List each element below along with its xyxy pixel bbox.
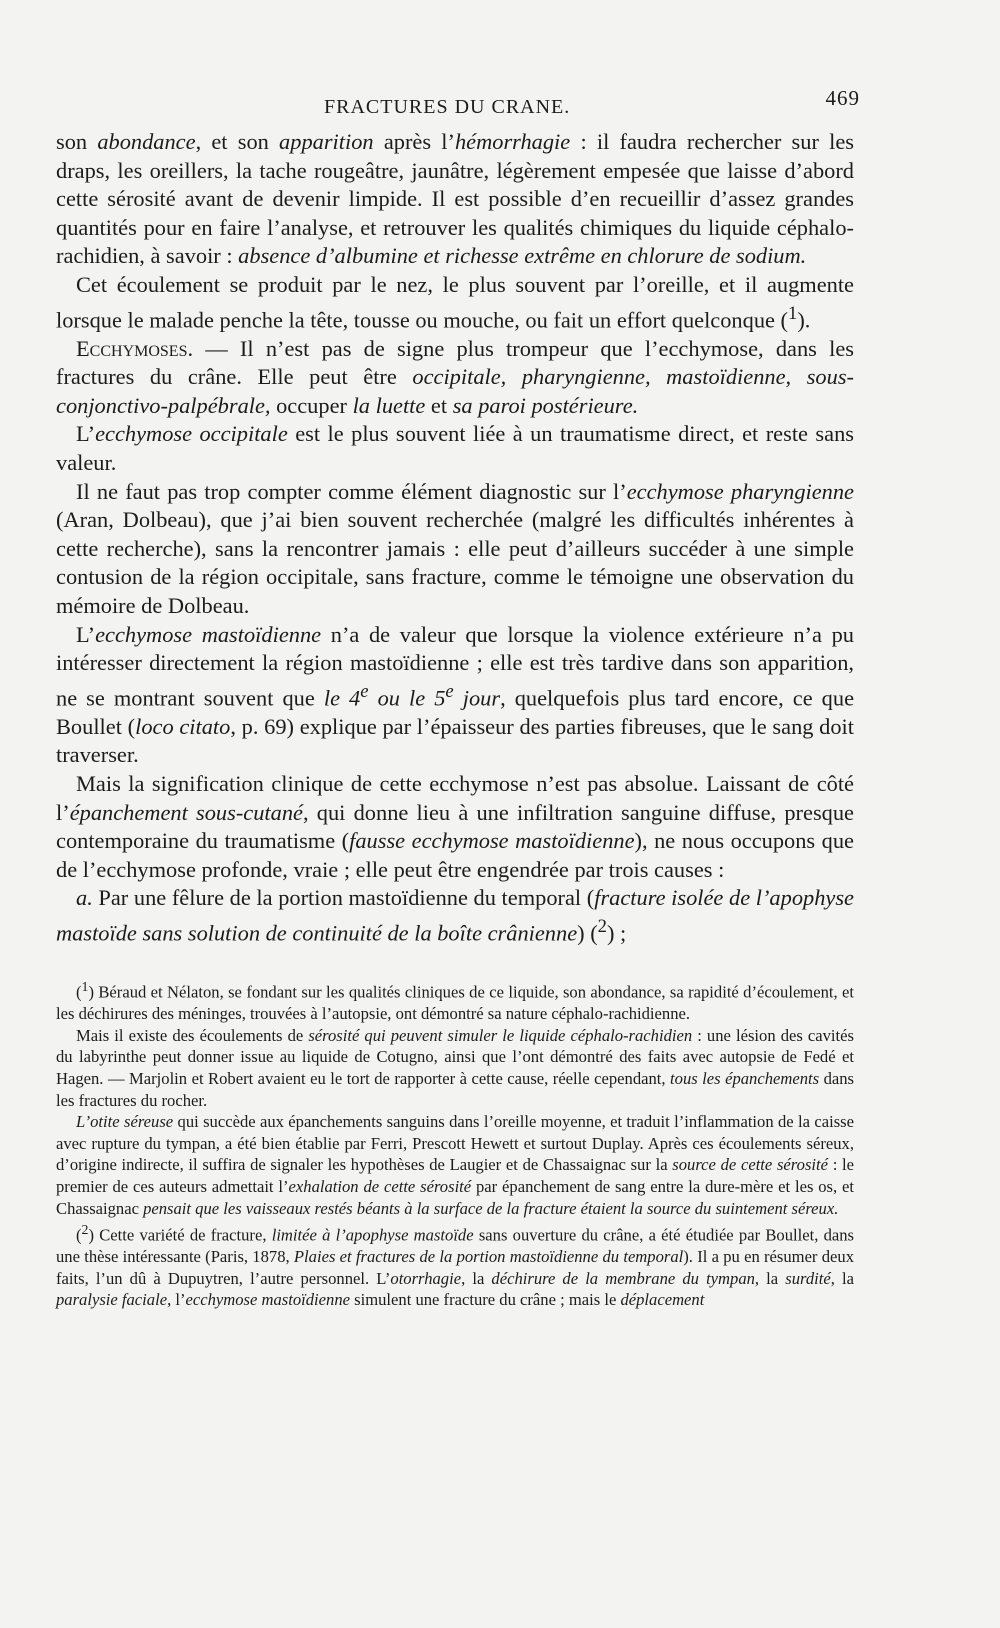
text-run: — Il n’est pas de signe plus trompeur que l’ecchymose, dans les fractures du crâne. Elle peut être bbox=[56, 335, 854, 390]
italic-text: sérosité qui peuvent simuler le liquide céphalo-rachidien bbox=[308, 1025, 693, 1045]
text-run: : une lésion des cavités du labyrinthe peut donner issue au liquide de Cotugno, ainsi que l’ont démontré des faits avec autopsie de Fedé et Hagen. — Marjolin et Robert avaient eu le tort de rapporter à cette cause, réelle cependant, bbox=[56, 1025, 854, 1088]
italic-text: exhalation de cette sérosité bbox=[288, 1176, 472, 1196]
italic-text: hémorrhagie bbox=[454, 129, 571, 154]
footnote bbox=[56, 1219, 854, 1311]
italic-text: L’otite séreuse bbox=[76, 1112, 174, 1132]
body-text bbox=[56, 128, 854, 948]
footnote bbox=[56, 1111, 854, 1219]
text-run: après l’ bbox=[373, 129, 455, 154]
text-run: Par une fêlure de la portion mastoïdienne du temporal ( bbox=[92, 885, 595, 911]
paragraph bbox=[56, 770, 854, 884]
text-run: n’a de valeur que lorsque la violence extérieure n’a pu intéresser directement la région mastoïdienne ; elle est très tardive dans son apparition, ne se montrant souvent que bbox=[56, 621, 854, 711]
text-run: , l’ bbox=[167, 1290, 186, 1310]
text-run: ) ( bbox=[577, 920, 598, 946]
text-run: Mais la signification clinique de cette ecchymose n’est pas absolue. Laissant de côté l’ bbox=[56, 771, 854, 825]
paragraph bbox=[56, 478, 854, 621]
italic-text: ecchymose mastoïdienne bbox=[95, 621, 322, 647]
superscript: 2 bbox=[597, 915, 607, 937]
text-run: par épanchement de sang entre la dure-mère et les os, et Chassaignac bbox=[56, 1176, 855, 1218]
italic-text: épanchement sous-cutané bbox=[69, 799, 303, 825]
text-run: Mais il existe des écoulements de bbox=[76, 1025, 309, 1045]
italic-text: déplacement bbox=[620, 1290, 705, 1310]
text-run: Cet écoulement se produit par le nez, le plus souvent par l’oreille, et il augmente lorsque le malade penche la tête, tousse ou mouche, ou fait un effort quelconque ( bbox=[56, 271, 854, 333]
italic-text: fracture isolée de l’apophyse mastoïde sans solution de continuité de la boîte crânienne bbox=[56, 885, 854, 946]
superscript: 1 bbox=[788, 302, 798, 324]
text-run: ) Béraud et Nélaton, se fondant sur les qualités cliniques de ce liquide, son abondance, sa rapidité d’écoulement, et les déchirures des méninges, trouvées à l’autopsie, ont démontré sa nature céphalo-rachidienne. bbox=[56, 982, 854, 1024]
text-run: son bbox=[56, 129, 98, 154]
running-head bbox=[56, 82, 860, 118]
text-run: ( bbox=[76, 982, 82, 1002]
text-run: Ecchymoses. bbox=[76, 335, 194, 361]
running-title: FRACTURES DU CRANE. bbox=[324, 96, 571, 118]
text-run: , quelquefois plus tard encore, ce que Boullet ( bbox=[56, 685, 855, 739]
footnote bbox=[56, 1025, 854, 1111]
text-run: L’ bbox=[76, 621, 96, 647]
text-run: , la bbox=[830, 1268, 854, 1288]
paragraph bbox=[56, 271, 854, 335]
italic-text: ecchymose mastoïdienne bbox=[185, 1290, 350, 1310]
italic-text: ecchymose occipitale bbox=[95, 421, 288, 447]
text-run: (Aran, Dolbeau), que j’ai bien souvent recherchée (malgré les difficultés inhérentes à cette recherche), sans la rencontrer jamais : elle peut d’ailleurs succéder à une simple contusion de la région occipitale, sans fracture, comme le témoigne une observation du mémoire de Dolbeau. bbox=[56, 507, 854, 618]
superscript: 1 bbox=[81, 979, 89, 995]
text-run: et bbox=[425, 392, 453, 418]
italic-text: limitée à l’apophyse mastoïde bbox=[271, 1225, 474, 1245]
superscript: 2 bbox=[81, 1222, 89, 1238]
text-run: : le premier de ces auteurs admettait l’ bbox=[56, 1155, 854, 1196]
paragraph bbox=[56, 884, 854, 948]
text-run: simulent une fracture du crâne ; mais le bbox=[350, 1290, 621, 1310]
italic-text: abondance bbox=[97, 129, 196, 154]
italic-text: surdité bbox=[785, 1268, 831, 1288]
italic-text: apparition bbox=[279, 129, 374, 154]
text-run: , p. 69) explique par l’épaisseur des parties fibreuses, que le sang doit traverser. bbox=[56, 713, 855, 768]
text-run: ) Cette variété de fracture, bbox=[88, 1225, 272, 1245]
italic-text: sa paroi postérieure. bbox=[452, 392, 639, 418]
text-run: Il ne faut pas trop compter comme élément diagnostic sur l’ bbox=[76, 478, 627, 504]
italic-text: occipitale, pharyngienne, mastoïdienne, sous-conjonctivo-palpébrale, bbox=[56, 364, 854, 418]
text-run: ( bbox=[76, 1225, 82, 1245]
italic-text: fausse ecchymose mastoïdienne bbox=[349, 828, 635, 854]
text-run: ). bbox=[797, 307, 811, 333]
text-run: qui succède aux épanchements sanguins dans l’oreille moyenne, et traduit l’inflammation de la caisse avec rupture du tympan, a été bien établie par Ferri, Prescott Hewett et surtout Duplay. Après ces écoulements séreux, d’origine indirecte, il suffira de signaler les hypothèses de Laugier et de Chassaignac sur la bbox=[56, 1112, 854, 1175]
text-run: , et son bbox=[195, 129, 280, 154]
italic-text: paralysie faciale bbox=[56, 1290, 168, 1310]
footnotes bbox=[56, 976, 854, 1311]
italic-text: ou le 5 bbox=[368, 685, 446, 711]
paragraph bbox=[56, 420, 854, 477]
text-run: ). Il a pu en résumer deux faits, l’un dû à Dupuytren, l’autre personnel. L’ bbox=[56, 1247, 854, 1288]
footnote bbox=[56, 976, 854, 1025]
italic-text: jour bbox=[453, 685, 501, 711]
italic-text: ecchymose pharyngienne bbox=[626, 478, 854, 504]
text-run: sans ouverture du crâne, a été étudiée par Boullet, dans une thèse intéressante (Paris, 1878, bbox=[56, 1225, 854, 1267]
superscript: e bbox=[445, 680, 454, 702]
superscript: e bbox=[360, 680, 369, 702]
paragraph bbox=[56, 128, 854, 271]
italic-text: source de cette sérosité bbox=[672, 1155, 828, 1175]
page-number: 469 bbox=[825, 86, 860, 110]
text-run: dans les fractures du rocher. bbox=[56, 1068, 854, 1110]
italic-text: déchirure de la membrane du tympan bbox=[491, 1268, 755, 1288]
text-run: , qui donne lieu à une infiltration sanguine diffuse, presque contemporaine du traumatisme ( bbox=[56, 799, 854, 854]
italic-text: tous les épanchements bbox=[670, 1068, 820, 1088]
italic-text: a. bbox=[76, 885, 93, 911]
text-run: , la bbox=[461, 1268, 492, 1288]
text-run: L’ bbox=[76, 421, 96, 447]
text-run: ), ne nous occupons que de l’ecchymose profonde, vraie ; elle peut être engendrée par trois causes : bbox=[56, 828, 854, 882]
italic-text: loco citato bbox=[135, 713, 231, 739]
text-run: est le plus souvent liée à un traumatisme direct, et reste sans valeur. bbox=[56, 421, 854, 475]
paragraph bbox=[56, 621, 854, 770]
text-run: : il faudra rechercher sur les draps, les oreillers, la tache rougeâtre, jaunâtre, légèrement empesée que laisse d’abord cette sérosité avant de devenir limpide. Il est possible d’en recueillir d’assez grandes quantités pour en faire l’analyse, et retrouver les qualités chimiques du liquide céphalo-rachidien, à savoir : bbox=[56, 129, 854, 269]
text-run: , la bbox=[754, 1268, 786, 1288]
italic-text: Plaies et fractures de la portion mastoïdienne du temporal bbox=[293, 1247, 684, 1267]
italic-text: pensait que les vaisseaux restés béants à la surface de la fracture étaient la source du suintement séreux. bbox=[143, 1198, 839, 1218]
italic-text: la luette bbox=[352, 392, 426, 418]
italic-text: le 4 bbox=[323, 685, 361, 711]
italic-text: otorrhagie bbox=[390, 1268, 462, 1288]
text-run: occuper bbox=[270, 392, 353, 418]
paragraph bbox=[56, 335, 854, 421]
italic-text: absence d’albumine et richesse extrême en chlorure de sodium. bbox=[238, 243, 807, 269]
text-run: ) ; bbox=[606, 920, 627, 946]
